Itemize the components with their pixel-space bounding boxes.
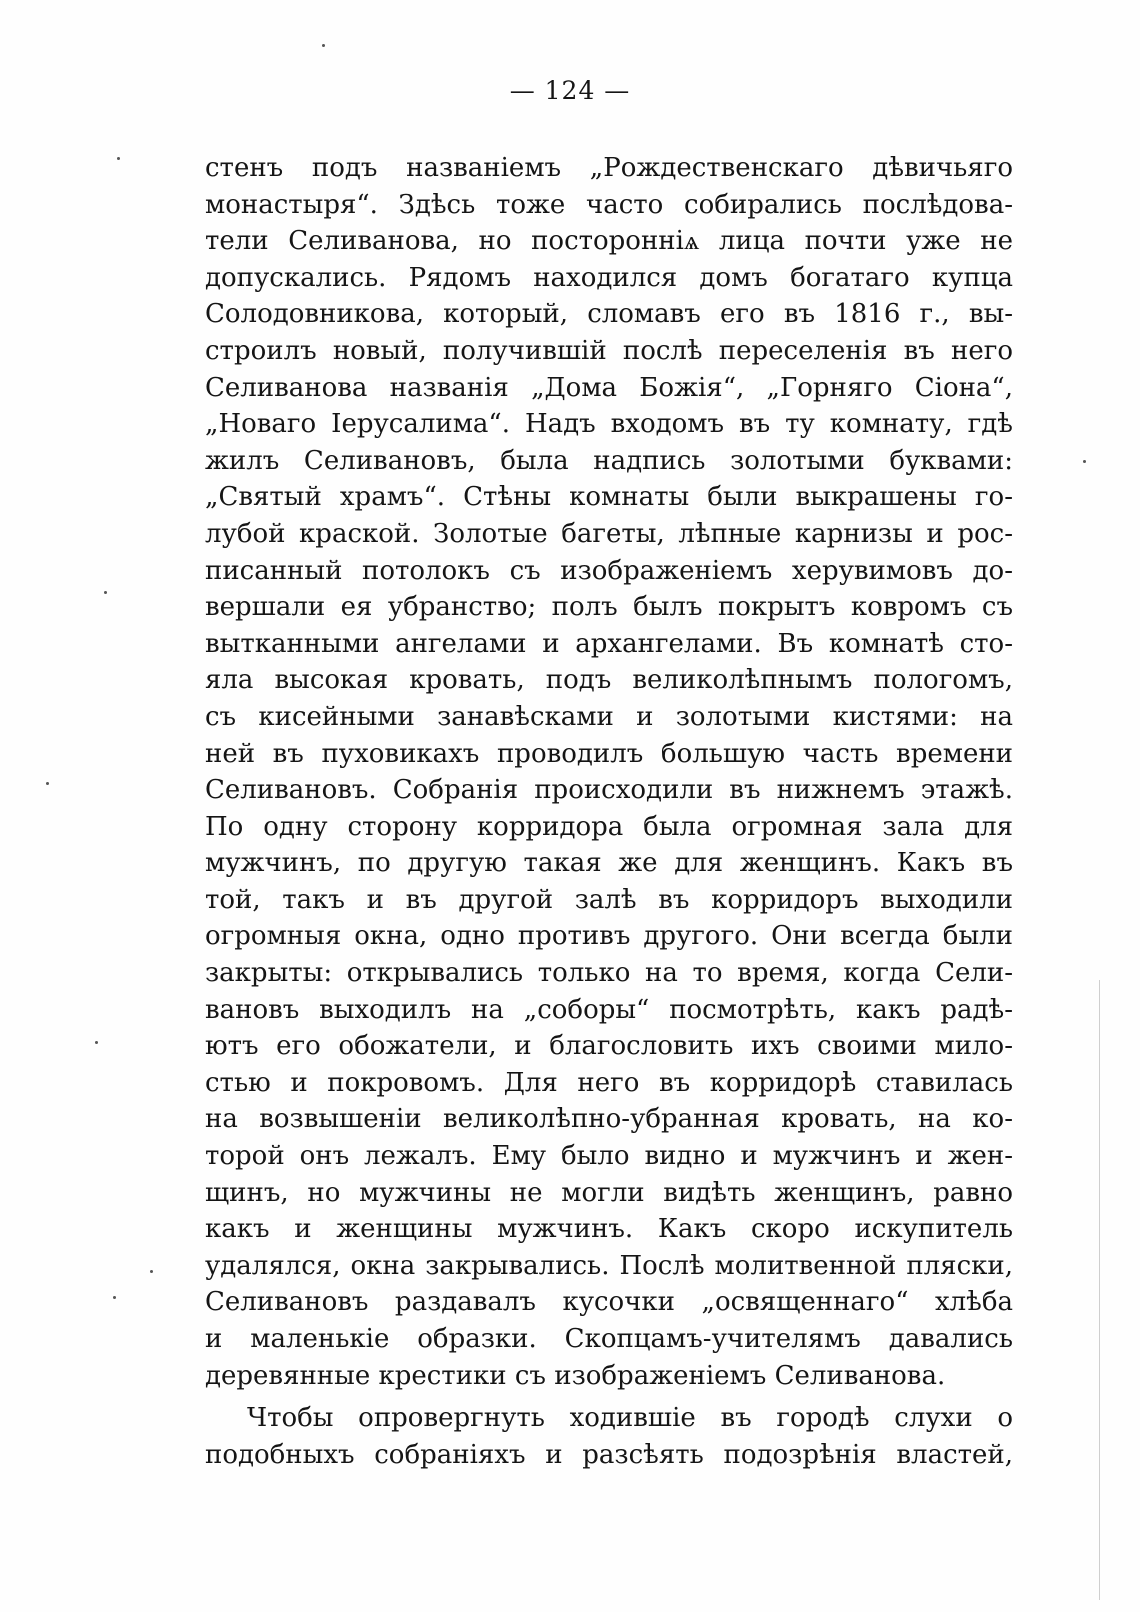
text-line: съ кисейными занавѣсками и золотыми кистями: на [205,701,1013,732]
text-line: писанный потолокъ съ изображеніемъ херувимовъ до- [205,555,1013,586]
scan-speck [104,591,107,594]
text-line: „Новаго Іерусалима“. Надъ входомъ въ ту комнату, гдѣ [205,409,1013,440]
text-line: жилъ Селивановъ, была надпись золотыми буквами: [205,445,1013,476]
scan-speck [117,157,120,160]
page-number: — 124 — [509,76,631,105]
text-line: Селиванова названія „Дома Божія“, „Горняго Сіона“, [205,372,1013,403]
scan-speck [1083,460,1086,463]
text-line: лубой краской. Золотые багеты, лѣпные карнизы и рос- [205,518,1013,549]
text-line: деревянные крестики съ изображеніемъ Селиванова. [205,1360,946,1391]
text-line: мужчинъ, по другую такая же для женщинъ. Какъ въ [205,848,1013,879]
text-line: Селивановъ раздавалъ кусочки „освященнаго“ хлѣба [205,1287,1013,1318]
text-line: стенъ подъ названіемъ „Рождественскаго дѣвичьяго [205,153,1013,183]
scan-speck [113,1296,116,1299]
text-line: удалялся, окна закрывались. Послѣ молитвенной пляски, [205,1250,1013,1281]
text-line: щинъ, но мужчины не могли видѣть женщинъ, равно [205,1177,1013,1208]
text-line: Чтобы опровергнуть ходившіе въ городѣ слухи о [247,1403,1013,1434]
text-line: строилъ новый, получившій послѣ переселенія въ него [205,335,1013,366]
text-line: ней въ пуховикахъ проводилъ большую часть времени [205,738,1013,769]
scan-edge-line [1099,980,1100,1600]
text-line: вытканными ангелами и архангелами. Въ комнатѣ сто- [205,628,1013,659]
text-line: на возвышеніи великолѣпно-убранная кровать, на ко- [205,1104,1013,1135]
text-line: какъ и женщины мужчинъ. Какъ скоро искупитель [205,1214,1013,1245]
text-line: и маленькіе образки. Скопцамъ-учителямъ давались [205,1324,1013,1354]
text-line: той, такъ и въ другой залѣ въ корридоръ выходили [205,884,1013,915]
scan-speck [95,1041,98,1044]
text-line: По одну сторону корридора была огромная зала для [205,811,1013,842]
scan-speck [46,782,49,785]
text-line: ютъ его обожатели, и благословить ихъ своими мило- [205,1031,1013,1062]
scan-speck [150,1270,153,1273]
text-line: вершали ея убранство; полъ былъ покрытъ ковромъ съ [205,592,1013,623]
text-line: закрыты: открывались только на то время, когда Сели- [205,958,1013,989]
text-line: монастыря“. Здѣсь тоже часто собирались послѣдова- [205,189,1013,220]
body-text [205,150,1013,1473]
text-line: огромныя окна, одно противъ другого. Они всегда были [205,921,1013,952]
text-line: „Святый храмъ“. Стѣны комнаты были выкрашены го- [205,482,1013,513]
text-line: Солодовникова, который, сломавъ его въ 1816 г., вы- [205,299,1013,330]
text-line: допускались. Рядомъ находился домъ богатаго купца [205,262,1013,293]
scan-speck [322,44,325,47]
text-line: торой онъ лежалъ. Ему было видно и мужчинъ и жен- [205,1141,1013,1172]
text-line: подобныхъ собраніяхъ и разсѣять подозрѣнія властей, [205,1439,1013,1470]
text-line: тели Селиванова, но посторонніѧ лица почти уже не [205,226,1013,257]
text-line: Селивановъ. Собранія происходили въ нижнемъ этажѣ. [205,775,1013,806]
text-line: вановъ выходилъ на „соборы“ посмотрѣть, какъ радѣ- [205,994,1013,1025]
text-line: яла высокая кровать, подъ великолѣпнымъ пологомъ, [205,665,1013,696]
text-line: стью и покровомъ. Для него въ корридорѣ ставилась [205,1067,1013,1098]
